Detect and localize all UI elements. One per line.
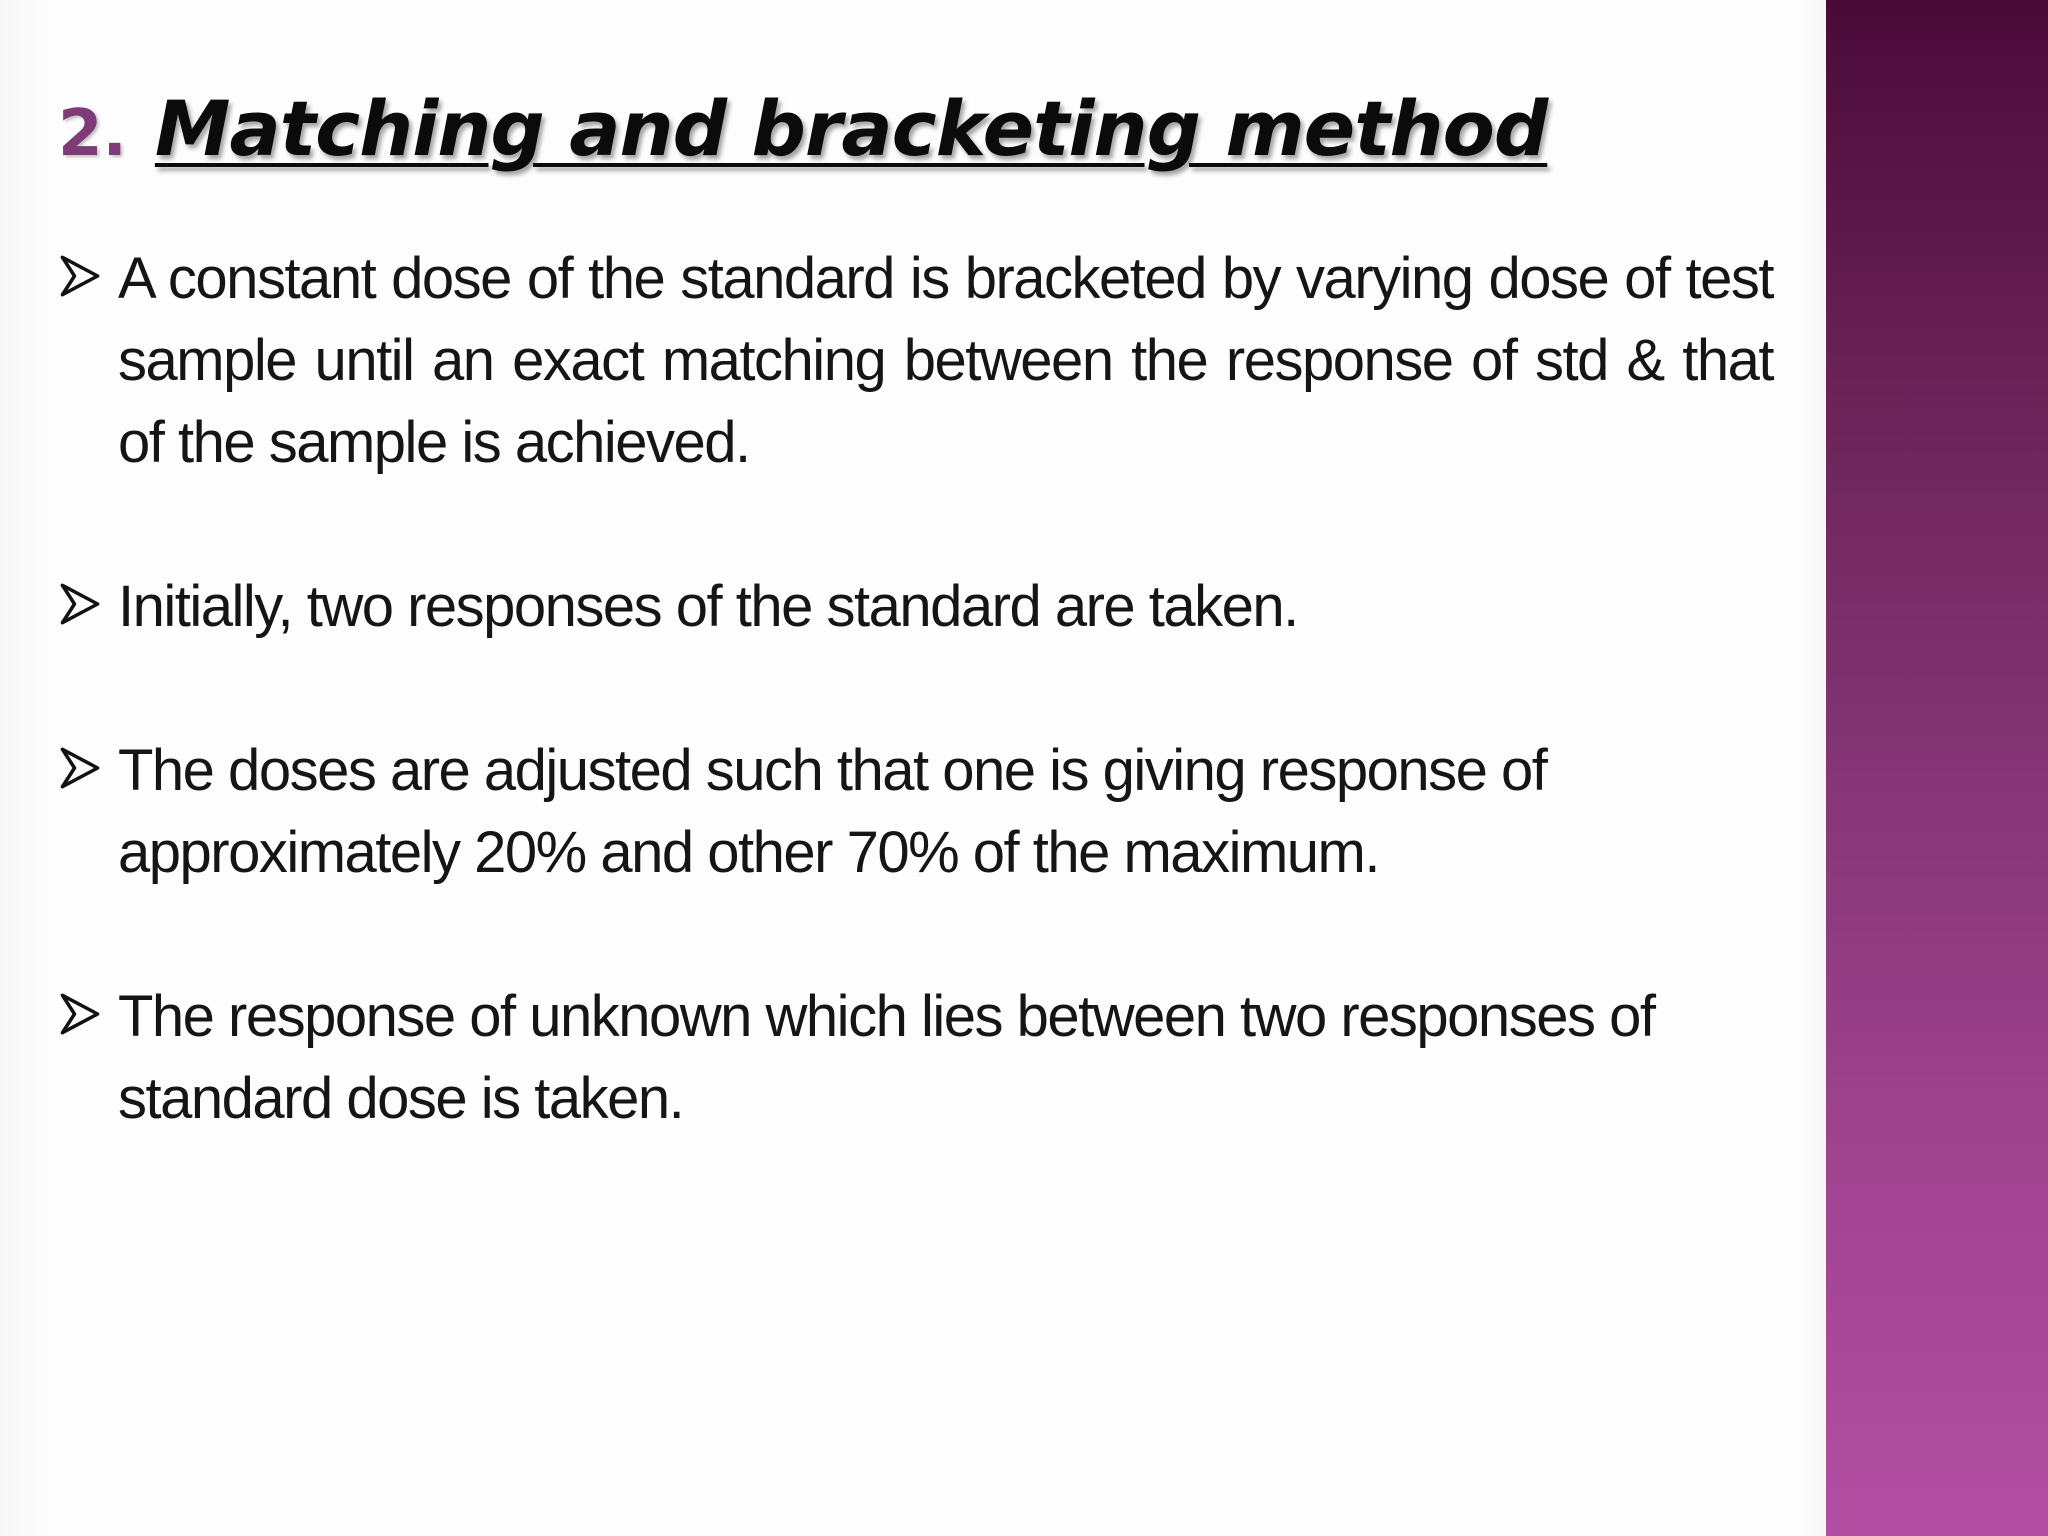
bullet-item [58,730,1773,894]
bullet-item [58,976,1773,1140]
arrowhead-icon [58,992,102,1036]
arrowhead-icon [58,746,102,790]
arrowhead-icon [58,254,102,298]
bullet-text: The response of unknown which lies between two responses of standard dose is taken. [118,984,1655,1131]
bullet-text: The doses are adjusted such that one is giving response of approximately 20% and other 70% of the maximum. [118,738,1547,885]
bullet-item [58,238,1773,484]
slide-title [58,84,1778,184]
decorative-side-band [1826,0,2048,1536]
bullet-text: A constant dose of the standard is bracketed by varying dose of test sample until an exact matching between the response of std & that of the sample is achieved. [118,246,1773,475]
bullet-text: Initially, two responses of the standard are taken. [118,574,1298,639]
bullet-item [58,566,1773,648]
title-text: Matching and bracketing method [154,84,1548,173]
bullet-list [58,238,1773,1222]
title-number: 2. [58,97,127,171]
arrowhead-icon [58,582,102,626]
